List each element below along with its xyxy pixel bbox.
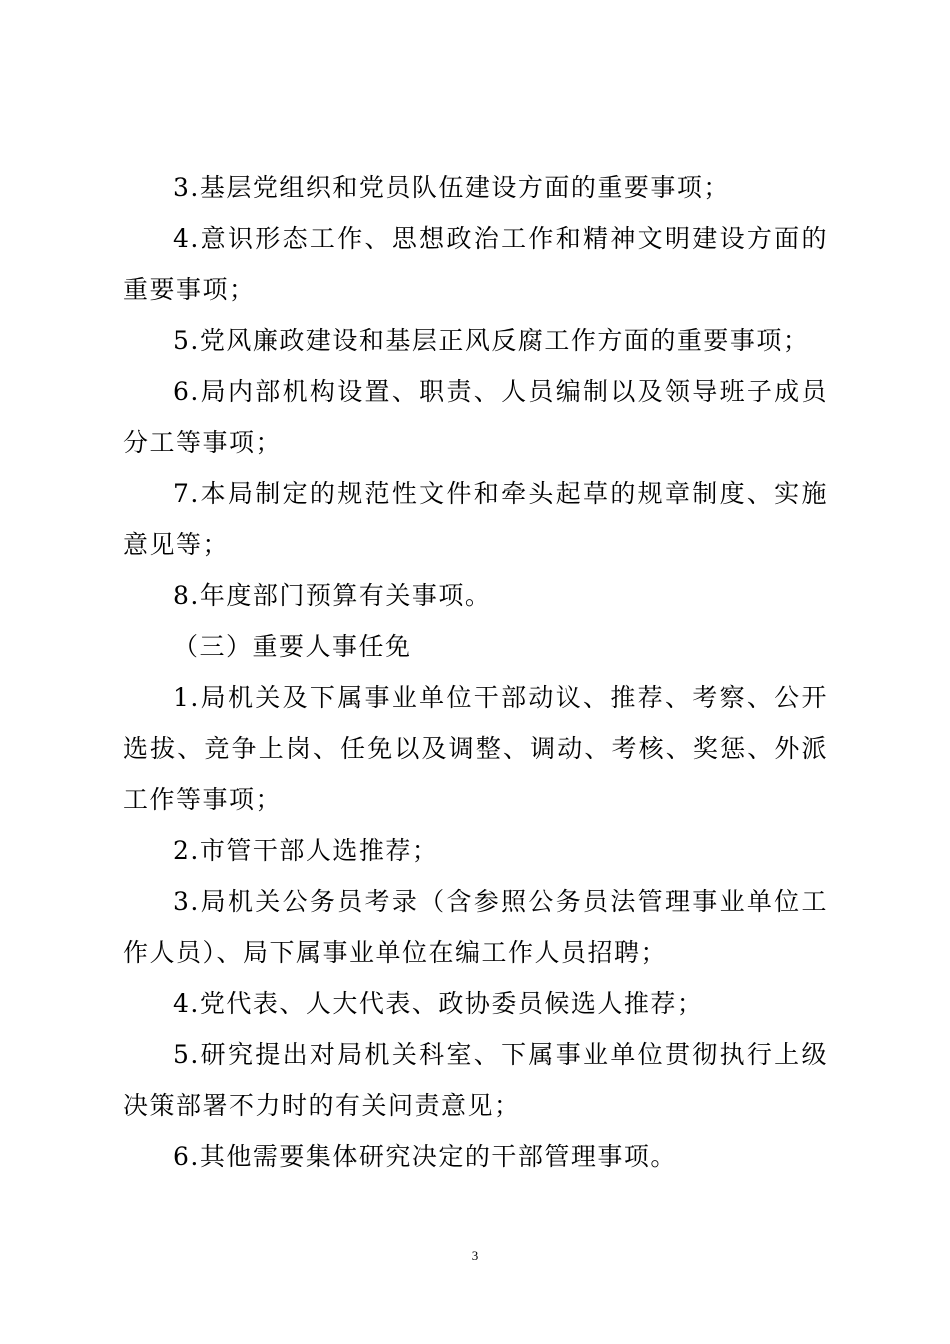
personnel-item-5-accountability: 5.研究提出对局机关科室、下属事业单位贯彻执行上级决策部署不力时的有关问责意见； [123, 1040, 828, 1120]
section-heading-personnel: （三）重要人事任免 [173, 632, 412, 661]
item-4-ideology-work: 4.意识形态工作、思想政治工作和精神文明建设方面的重要事项； [123, 224, 828, 304]
item-3-party-organization: 3.基层党组织和党员队伍建设方面的重要事项； [173, 173, 730, 202]
personnel-item-6-other-matters: 6.其他需要集体研究决定的干部管理事项。 [173, 1142, 677, 1171]
personnel-item-3-recruitment: 3.局机关公务员考录（含参照公务员法管理事业单位工作人员）、局下属事业单位在编工作人员招聘； [123, 887, 828, 967]
item-6-internal-structure: 6.局内部机构设置、职责、人员编制以及领导班子成员分工等事项； [123, 377, 828, 457]
page-number: 3 [471, 1248, 479, 1263]
body-text [123, 162, 828, 1182]
item-8-annual-budget: 8.年度部门预算有关事项。 [173, 581, 492, 610]
personnel-item-4-candidate-recommendation: 4.党代表、人大代表、政协委员候选人推荐； [173, 989, 704, 1018]
item-7-normative-documents: 7.本局制定的规范性文件和牵头起草的规章制度、实施意见等； [123, 479, 828, 559]
item-5-clean-governance: 5.党风廉政建设和基层正风反腐工作方面的重要事项； [173, 326, 810, 355]
personnel-item-2-cadre-recommendation: 2.市管干部人选推荐； [173, 836, 439, 865]
personnel-item-1-cadre-management: 1.局机关及下属事业单位干部动议、推荐、考察、公开选拔、竞争上岗、任免以及调整、调动、考核、奖惩、外派工作等事项； [123, 683, 828, 814]
